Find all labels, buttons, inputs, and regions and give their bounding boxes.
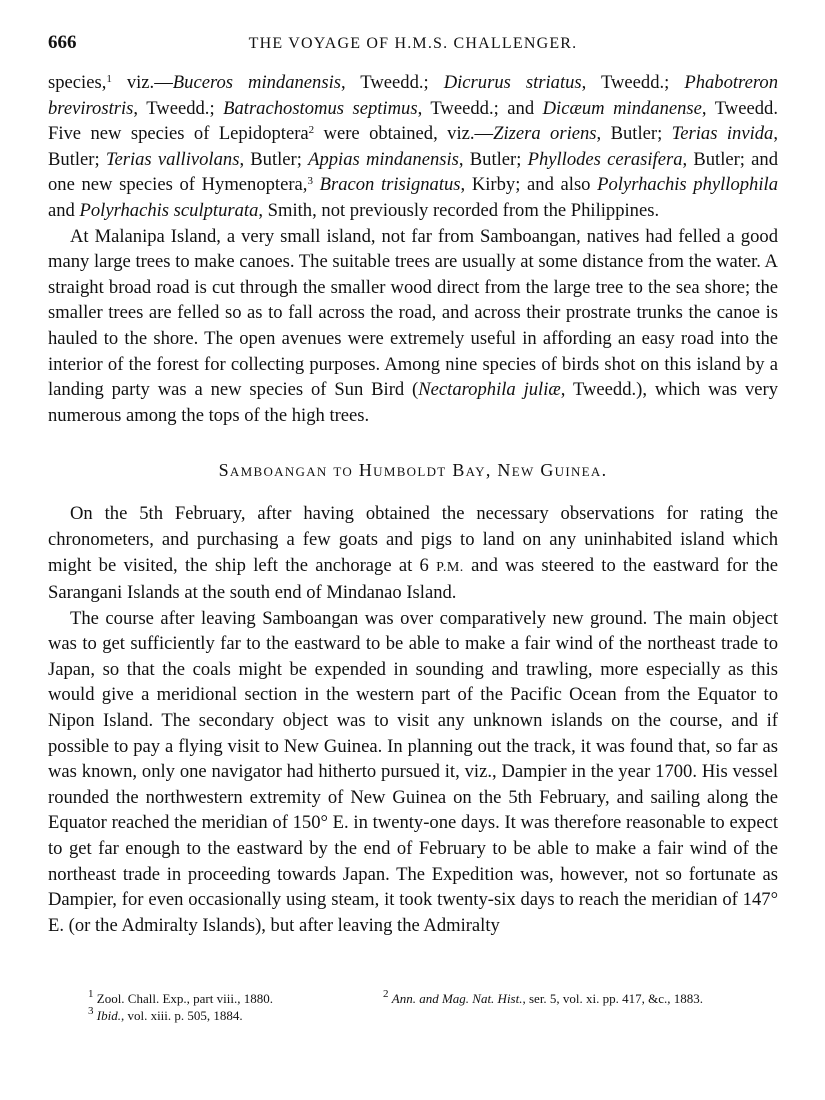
species-name: Dicrurus striatus — [443, 72, 582, 93]
species-name: Polyrhachis phyllophila — [597, 174, 778, 196]
species-name: Terias vallivolans — [105, 148, 240, 170]
page — [48, 32, 778, 938]
species-name: Bracon trisignatus — [319, 174, 461, 196]
species-name: Phyllodes cerasifera — [527, 148, 683, 170]
footnote-ref-3[interactable]: 3 — [307, 175, 313, 188]
page-header — [48, 32, 778, 62]
section-heading: Samboangan to Humboldt Bay, New Guinea. — [218, 460, 608, 481]
species-name: Zizera oriens — [493, 123, 597, 145]
page-number: 666 — [48, 32, 77, 53]
paragraph-malanipa: At Malanipa Island, a very small island, not far from Samboangan, natives had felled a good many large trees to make canoes. The suitable trees are usually at some distance from the water. A straight broad road is cut through the smaller wood direct from the large tree to the sea shore; the smaller trees are felled so as to fall across the road, and across their prostrate trunks the canoe is hauled to the shore. The open avenues were extremely useful in affording an easy road into the interior of the forest for collecting purposes. Among nine species of birds shot on this island by a landing party was a new species of Sun Bird (Nectarophila juliæ, Tweedd.), which was very numerous among the tops of the high trees. — [48, 225, 778, 426]
footnote-ref-2[interactable]: 2 — [308, 124, 315, 137]
species-name: Phabotreron brevirostris — [48, 72, 778, 119]
species-name: Polyrhachis sculpturata — [79, 199, 259, 221]
running-title: THE VOYAGE OF H.M.S. CHALLENGER. — [248, 35, 578, 52]
paragraph-departure: On the 5th February, after having obtained the necessary observations for rating the chronometers, and purchasing a few goats and pigs to land on any uninhabited island which might be visited, the ship left the anchorage at 6 P.M. and was steered to the eastward for the Sarangani Islands at the south end of Mindanao Island. — [48, 503, 778, 604]
species-name: Terias invida — [671, 123, 774, 145]
footnotes — [88, 990, 788, 1024]
paragraph-course: The course after leaving Samboangan was over comparatively new ground. The main object was to get sufficiently far to the eastward to be able to make a fair wind of the northeast trade to Japan, so that the coals might be expended in sounding and trawling, more especially as this would give a meridional section in the western part of the Pacific Ocean from the Equator to Nipon Island. The secondary object was to visit any unknown islands on the course, and if possible to pay a flying visit to New Guinea. In planning out the track, it was found that, so far as was known, only one navigator had hitherto pursued it, viz., Dampier in the year 1700. His vessel rounded the northwestern extremity of New Guinea on the 5th February, and sailing along the Equator reached the meridian of 150° E. in twenty-one days. It was therefore reasonable to expect to get far enough to the eastward by the end of February to be able to make a fair wind of the northeast trade in proceeding towards Japan. The Expedition was, however, not so fortunate as Dampier, for even occasionally using steam, it took twenty-six days to reach the meridian of 147° E. (or the Admiralty Islands), but after leaving the Admiralty — [48, 607, 778, 936]
footnote-ref-1[interactable]: 1 — [106, 73, 112, 85]
footnote-1: $^1$ Zool. Chall. Exp., part viii., 1880. — [88, 988, 273, 1006]
species-name: Nectarophila juliæ — [418, 379, 561, 401]
species-name: Appias mindanensis — [308, 148, 459, 170]
footnote-3: $^3$ Ibid., vol. xiii. p. 505, 1884. — [88, 1005, 243, 1023]
species-name: Batrachostomus septimus — [223, 97, 418, 119]
footnote-2: $^2$ Ann. and Mag. Nat. Hist., ser. 5, vol. xi. pp. 417, &c., 1883. — [383, 988, 704, 1006]
paragraph-species-list: species,$^1$ viz.—Buceros mindanensis, Tweedd.; Dicrurus striatus, Tweedd.; Phabotreron brevirostris, Tweedd.; Batrachostomus septimus, Tweedd.; and Dicæum mindanense, Tweedd. Five new species of Lepidoptera$^2$ were obtained, viz.—Zizera oriens, Butler; Terias invida, Butler; Terias vallivolans, Butler; Appias mindanensis, Butler; Phyllodes cerasifera, Butler; and one new species of Hymenoptera,$^3$ Bracon trisignatus, Kirby; and also Polyrhachis phyllophila and Polyrhachis sculpturata, Smith, not previously recorded from the Philippines. — [48, 72, 779, 221]
species-name: Buceros mindanensis — [172, 72, 341, 93]
species-name: Dicæum mindanense — [542, 97, 702, 119]
